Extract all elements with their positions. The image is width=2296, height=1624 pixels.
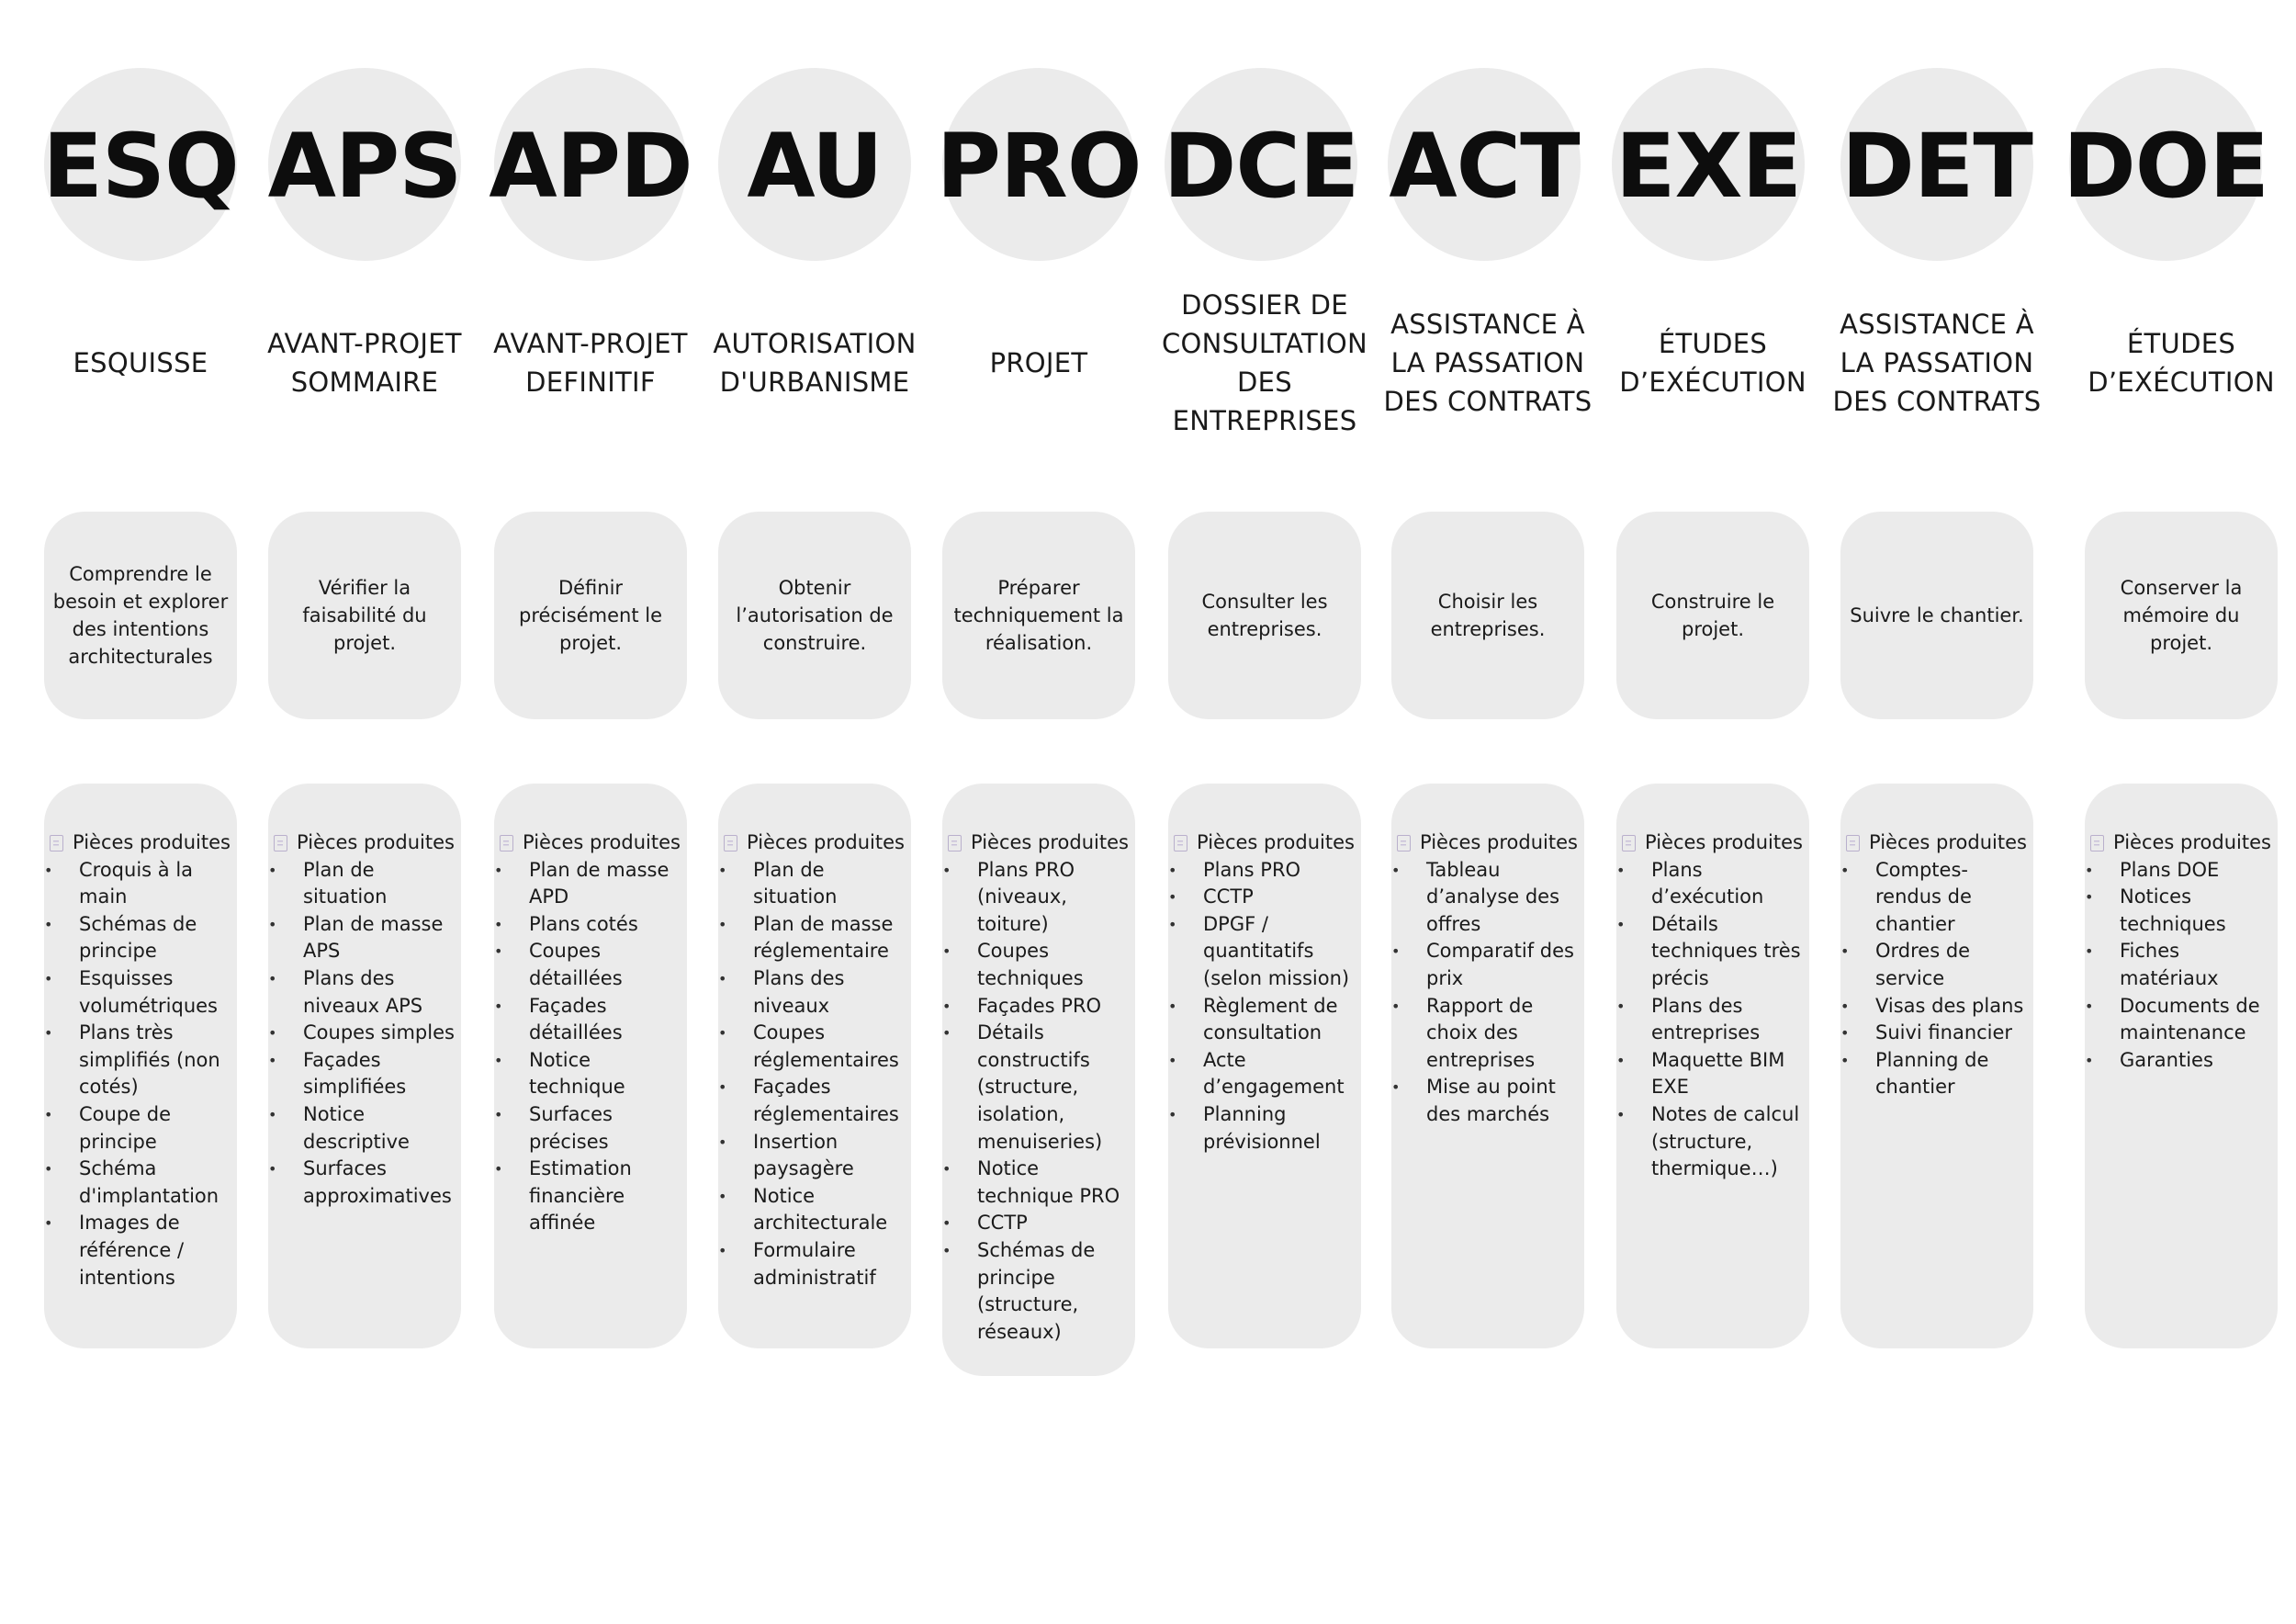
deliverable-item: • Règlement de consultation <box>1168 993 1361 1047</box>
phase-name: ESQUISSE <box>73 347 208 378</box>
deliverable-item: • Coupes réglementaires <box>718 1020 911 1074</box>
phase-code-circle <box>1840 68 2033 261</box>
deliverable-item: • Estimation financière affinée <box>494 1156 687 1237</box>
deliverable-item: • Fiches matériaux <box>2085 938 2278 992</box>
deliverable-item: • Insertion paysagère <box>718 1129 911 1183</box>
document-icon <box>50 835 63 851</box>
deliverable-item: • CCTP <box>1168 884 1361 911</box>
deliverables-card <box>268 784 461 1348</box>
phase-code-circle <box>1388 68 1581 261</box>
deliverable-item: • Images de référence / intentions <box>44 1210 237 1291</box>
phase-code: ACT <box>1389 115 1580 218</box>
deliverables-title: Pièces produites <box>2113 831 2271 853</box>
deliverable-item: • Façades réglementaires <box>718 1074 911 1128</box>
deliverable-item: • Plan de masse réglementaire <box>718 911 911 965</box>
phase-goal: Suivre le chantier. <box>1840 512 2033 719</box>
deliverable-item: • Notice architecturale <box>718 1183 911 1237</box>
deliverables-title: Pièces produites <box>747 831 905 853</box>
deliverable-item: • Coupes détaillées <box>494 938 687 992</box>
phase-name: ÉTUDES D’EXÉCUTION <box>1619 328 1806 398</box>
deliverables-title: Pièces produites <box>1869 831 2027 853</box>
deliverables-header <box>942 829 1135 857</box>
phase-code: DCE <box>1163 115 1359 218</box>
deliverables-header <box>494 829 687 857</box>
phase-code: APD <box>489 115 692 218</box>
phase-name: DOSSIER DE CONSULTATION DES ENTREPRISES <box>1161 289 1367 436</box>
deliverable-item: • Plans PRO <box>1168 857 1361 885</box>
deliverable-item: • Notice technique PRO <box>942 1156 1135 1210</box>
deliverables-list <box>942 857 1135 1347</box>
deliverables-card <box>1391 784 1584 1348</box>
deliverables-title: Pièces produites <box>1420 831 1578 853</box>
deliverables-card <box>1616 784 1809 1348</box>
phase-name: ASSISTANCE À LA PASSATION DES CONTRATS <box>1832 309 2042 417</box>
document-icon <box>948 835 962 851</box>
document-icon <box>500 835 513 851</box>
deliverable-item: • Notices techniques <box>2085 884 2278 938</box>
deliverable-item: • Plan de masse APS <box>268 911 461 965</box>
deliverable-item: • Comparatif des prix <box>1391 938 1584 992</box>
document-icon <box>1174 835 1187 851</box>
phase-code-circle <box>44 68 237 261</box>
deliverable-item: • Plans des niveaux APS <box>268 965 461 1020</box>
deliverable-item: • Plans très simplifiés (non cotés) <box>44 1020 237 1101</box>
deliverable-item: • Notice technique <box>494 1047 687 1101</box>
document-icon <box>1622 835 1636 851</box>
document-icon <box>724 835 737 851</box>
deliverables-header <box>718 829 911 857</box>
deliverables-title: Pièces produites <box>523 831 681 853</box>
phase-name: AUTORISATION D'URBANISME <box>713 328 917 398</box>
deliverables-header <box>268 829 461 857</box>
deliverables-header <box>1168 829 1361 857</box>
deliverable-item: • Schéma d'implantation <box>44 1156 237 1210</box>
deliverable-item: • Mise au point des marchés <box>1391 1074 1584 1128</box>
deliverable-item: • Plan de masse APD <box>494 857 687 911</box>
deliverable-item: • DPGF / quantitatifs (selon mission) <box>1168 911 1361 993</box>
phase-code: AU <box>747 115 883 218</box>
phase-goal: Définir précisément le projet. <box>494 512 687 719</box>
deliverable-item: • CCTP <box>942 1210 1135 1237</box>
deliverable-item: • Façades PRO <box>942 993 1135 1021</box>
deliverable-item: • Coupes simples <box>268 1020 461 1047</box>
deliverable-item: • Détails constructifs (structure, isolation, menuiseries) <box>942 1020 1135 1156</box>
deliverable-item: • Coupe de principe <box>44 1101 237 1156</box>
deliverables-list <box>268 857 461 1211</box>
document-icon <box>1846 835 1860 851</box>
deliverable-item: • Plans d’exécution <box>1616 857 1809 911</box>
deliverable-item: • Coupes techniques <box>942 938 1135 992</box>
deliverables-list <box>1840 857 2033 1101</box>
deliverable-item: • Surfaces approximatives <box>268 1156 461 1210</box>
deliverable-item: • Schémas de principe (structure, réseaux) <box>942 1237 1135 1346</box>
deliverable-item: • Garanties <box>2085 1047 2278 1075</box>
deliverable-item: • Acte d’engagement <box>1168 1047 1361 1101</box>
deliverable-item: • Tableau d’analyse des offres <box>1391 857 1584 939</box>
phase-code: APS <box>267 115 462 218</box>
deliverable-item: • Comptes-rendus de chantier <box>1840 857 2033 939</box>
deliverable-item: • Plans PRO (niveaux, toiture) <box>942 857 1135 939</box>
deliverables-card <box>494 784 687 1348</box>
deliverables-header <box>1840 829 2033 857</box>
phase-code: EXE <box>1615 115 1802 218</box>
phase-code-circle <box>268 68 461 261</box>
phase-name: PROJET <box>989 347 1088 378</box>
phase-goal: Construire le projet. <box>1616 512 1809 719</box>
deliverable-item: • Plans des entreprises <box>1616 993 1809 1047</box>
phase-goal: Consulter les entreprises. <box>1168 512 1361 719</box>
phase-code-circle <box>718 68 911 261</box>
deliverables-title: Pièces produites <box>1197 831 1355 853</box>
deliverables-card <box>942 784 1135 1376</box>
phase-goal: Choisir les entreprises. <box>1391 512 1584 719</box>
deliverable-item: • Plan de situation <box>268 857 461 911</box>
deliverables-title: Pièces produites <box>1645 831 1803 853</box>
deliverables-title: Pièces produites <box>73 831 231 853</box>
phase-goal: Vérifier la faisabilité du projet. <box>268 512 461 719</box>
phase-code-circle <box>1612 68 1805 261</box>
deliverable-item: • Plans des niveaux <box>718 965 911 1020</box>
phase-code-circle <box>2063 68 2268 261</box>
phase-name: AVANT-PROJET DEFINITIF <box>493 328 688 398</box>
phase-goal: Comprendre le besoin et explorer des intentions architecturales <box>44 512 237 719</box>
deliverable-item: • Détails techniques très précis <box>1616 911 1809 993</box>
deliverables-header <box>2085 829 2278 857</box>
phase-code: DOE <box>2063 115 2268 218</box>
deliverable-item: • Plans cotés <box>494 911 687 939</box>
deliverables-list <box>44 857 237 1292</box>
phase-code-circle <box>489 68 692 261</box>
deliverable-item: • Ordres de service <box>1840 938 2033 992</box>
deliverables-header <box>1391 829 1584 857</box>
phase-goal: Préparer techniquement la réalisation. <box>942 512 1135 719</box>
deliverable-item: • Plans DOE <box>2085 857 2278 885</box>
deliverable-item: • Maquette BIM EXE <box>1616 1047 1809 1101</box>
deliverables-list <box>718 857 911 1292</box>
deliverable-item: • Notice descriptive <box>268 1101 461 1156</box>
deliverable-item: • Façades simplifiées <box>268 1047 461 1101</box>
document-icon <box>1397 835 1411 851</box>
document-icon <box>2090 835 2104 851</box>
deliverable-item: • Croquis à la main <box>44 857 237 911</box>
deliverables-card <box>1168 784 1361 1348</box>
deliverable-item: • Documents de maintenance <box>2085 993 2278 1047</box>
phase-code: PRO <box>936 115 1142 218</box>
deliverable-item: • Schémas de principe <box>44 911 237 965</box>
phase-code: ESQ <box>42 115 239 218</box>
deliverable-item: • Plan de situation <box>718 857 911 911</box>
deliverable-item: • Planning prévisionnel <box>1168 1101 1361 1156</box>
document-icon <box>274 835 287 851</box>
deliverable-item: • Suivi financier <box>1840 1020 2033 1047</box>
deliverables-title: Pièces produites <box>971 831 1129 853</box>
phase-name: ÉTUDES D’EXÉCUTION <box>2088 328 2275 398</box>
deliverables-list <box>2085 857 2278 1075</box>
phase-code: DET <box>1841 115 2032 218</box>
phase-goal: Obtenir l’autorisation de construire. <box>718 512 911 719</box>
deliverable-item: • Façades détaillées <box>494 993 687 1047</box>
deliverable-item: • Rapport de choix des entreprises <box>1391 993 1584 1075</box>
deliverables-card <box>2085 784 2278 1348</box>
deliverables-header <box>44 829 237 857</box>
deliverables-header <box>1616 829 1809 857</box>
deliverable-item: • Notes de calcul (structure, thermique…) <box>1616 1101 1809 1183</box>
deliverable-item: • Formulaire administratif <box>718 1237 911 1291</box>
phase-goal: Conserver la mémoire du projet. <box>2085 512 2278 719</box>
deliverable-item: • Surfaces précises <box>494 1101 687 1156</box>
deliverables-list <box>1168 857 1361 1156</box>
deliverable-item: • Esquisses volumétriques <box>44 965 237 1020</box>
deliverables-card <box>718 784 911 1348</box>
deliverables-title: Pièces produites <box>297 831 455 853</box>
deliverable-item: • Visas des plans <box>1840 993 2033 1021</box>
deliverables-card <box>44 784 237 1348</box>
phase-name: AVANT-PROJET SOMMAIRE <box>267 328 462 398</box>
deliverables-list <box>1616 857 1809 1183</box>
deliverables-list <box>494 857 687 1237</box>
phase-name: ASSISTANCE À LA PASSATION DES CONTRATS <box>1383 309 1593 417</box>
deliverable-item: • Planning de chantier <box>1840 1047 2033 1101</box>
deliverables-list <box>1391 857 1584 1129</box>
deliverables-card <box>1840 784 2033 1348</box>
phase-code-circle <box>936 68 1142 261</box>
phase-code-circle <box>1165 68 1357 261</box>
